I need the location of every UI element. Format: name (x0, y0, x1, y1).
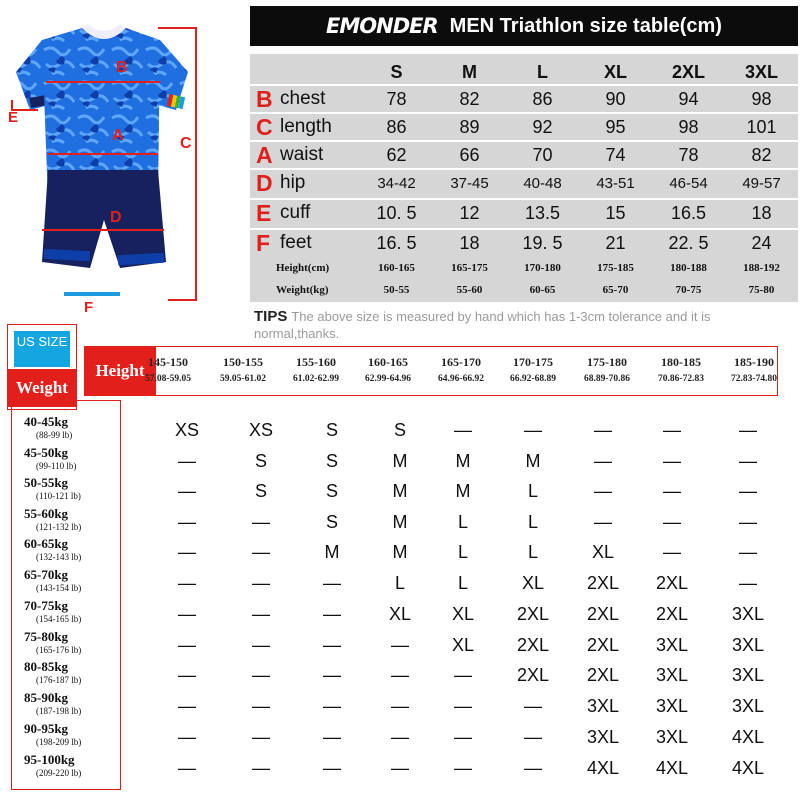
size-cell: 4XL (731, 727, 765, 747)
measure-value: 78 (678, 144, 699, 165)
brand-logo: EMONDER (326, 14, 438, 38)
size-cell: — (663, 451, 681, 471)
weight-value: 70-75 (675, 284, 702, 296)
row-divider (248, 84, 800, 86)
measure-letter: E (256, 199, 272, 226)
size-cell: L (394, 573, 405, 593)
size-cell: 3XL (731, 604, 765, 624)
height-inch: 62.99-64.96 (365, 374, 411, 384)
measure-value: 70 (532, 144, 553, 165)
measure-value: 95 (605, 116, 626, 137)
height-cm: 150-155 (223, 355, 263, 369)
measure-row-3 (250, 170, 798, 196)
measure-name: chest (280, 88, 326, 109)
size-cell: — (178, 696, 196, 716)
size-cell: 3XL (655, 665, 689, 685)
size-cell: — (454, 696, 472, 716)
size-cell: — (594, 481, 612, 501)
size-cell: — (252, 512, 270, 532)
size-cell: — (391, 665, 409, 685)
size-cell: S (325, 512, 338, 532)
measure-name: feet (280, 232, 312, 253)
size-cell: 2XL (586, 635, 620, 655)
size-col: 2XL (671, 61, 705, 82)
measure-name: length (280, 116, 332, 137)
size-cell: 2XL (586, 573, 620, 593)
tips-label: TIPS (254, 308, 288, 325)
measure-row-5 (250, 230, 798, 256)
size-cell: — (739, 420, 757, 440)
weight-lb: (154-165 lb) (36, 614, 82, 624)
size-cell: M (392, 542, 408, 562)
height-value: 160-165 (378, 262, 415, 274)
size-cell: XL (521, 573, 545, 593)
height-value: 180-188 (670, 262, 707, 274)
measure-value: 98 (678, 116, 699, 137)
weight-lb: (143-154 lb) (36, 583, 82, 593)
size-table-header (250, 6, 798, 46)
height-inch: 72.83-74.80 (731, 374, 777, 384)
row-divider (248, 140, 800, 142)
measure-value: 94 (678, 88, 699, 109)
size-cell: — (594, 451, 612, 471)
weight-row (250, 280, 798, 300)
weight-lb: (176-187 lb) (36, 675, 82, 685)
height-value: 175-185 (597, 262, 634, 274)
measure-row-0 (250, 86, 798, 112)
weight-lb: (132-143 lb) (36, 552, 82, 562)
measure-value: 40-48 (523, 174, 562, 192)
measure-value: 22. 5 (668, 232, 709, 253)
size-col: S (390, 61, 403, 82)
size-cell: — (391, 696, 409, 716)
measure-value: 18 (459, 232, 480, 253)
measure-value: 101 (746, 116, 777, 137)
size-cell: — (663, 512, 681, 532)
weight-value: 55-60 (456, 284, 483, 296)
height-inch: 68.89-70.86 (584, 374, 630, 384)
measure-value: 13.5 (524, 202, 561, 223)
height-row-label: Height(cm) (276, 262, 330, 274)
row-divider (248, 228, 800, 230)
size-cell: — (663, 481, 681, 501)
measure-value: 19. 5 (522, 232, 563, 253)
size-cell: — (391, 758, 409, 778)
size-cell: — (178, 573, 196, 593)
measure-letter: F (256, 229, 271, 256)
size-cell: XL (591, 542, 615, 562)
weight-lb: (187-198 lb) (36, 706, 82, 716)
size-cell: L (457, 542, 468, 562)
height-value: 165-175 (451, 262, 488, 274)
measure-value: 16.5 (670, 202, 707, 223)
size-cell: — (178, 758, 196, 778)
size-cell: — (178, 604, 196, 624)
height-inch: 70.86-72.83 (658, 374, 704, 384)
measure-value: 43-51 (596, 174, 635, 192)
size-cell: — (524, 758, 542, 778)
size-col: XL (603, 61, 627, 82)
measure-value: 12 (459, 202, 480, 223)
triathlon-suit-illustration (8, 10, 240, 316)
weight-value: 60-65 (529, 284, 556, 296)
height-inch: 57.08-59.05 (145, 374, 191, 384)
height-inch: 64.96-66.92 (438, 374, 484, 384)
size-cell: 3XL (586, 727, 620, 747)
measure-value: 15 (605, 202, 626, 223)
size-cell: 3XL (731, 665, 765, 685)
height-cm: 180-185 (661, 355, 701, 369)
measure-value: 90 (605, 88, 626, 109)
size-cell: — (739, 512, 757, 532)
weight-lb: (209-220 lb) (36, 768, 82, 778)
size-cell: L (457, 512, 468, 532)
height-row (250, 258, 798, 278)
size-cell: — (252, 758, 270, 778)
measure-value: 10. 5 (376, 202, 417, 223)
size-cell: 3XL (731, 635, 765, 655)
size-cell: 2XL (655, 604, 689, 624)
label-C: C (180, 135, 192, 152)
size-cell: 3XL (655, 727, 689, 747)
size-cell: 4XL (586, 758, 620, 778)
size-cell: L (457, 573, 468, 593)
size-cell: S (393, 420, 406, 440)
size-cell: — (252, 696, 270, 716)
size-cell: 3XL (655, 696, 689, 716)
measure-value: 46-54 (669, 174, 708, 192)
size-cell: — (323, 604, 341, 624)
size-cell: — (524, 727, 542, 747)
size-col: 3XL (744, 61, 778, 82)
size-cell: 3XL (655, 635, 689, 655)
size-cell: M (392, 512, 408, 532)
row-divider (248, 198, 800, 200)
size-cell: XL (451, 604, 475, 624)
label-D: D (110, 209, 122, 226)
weight-header: Weight (7, 369, 77, 407)
size-cell: — (252, 727, 270, 747)
height-cm: 145-150 (148, 355, 188, 369)
size-cell: 2XL (586, 665, 620, 685)
height-value: 170-180 (524, 262, 561, 274)
weight-lb: (110-121 lb) (36, 491, 81, 501)
size-cell: — (178, 665, 196, 685)
size-cell: — (252, 573, 270, 593)
size-cell: 2XL (516, 604, 550, 624)
height-inch: 66.92-68.89 (510, 374, 556, 384)
size-cell: — (454, 420, 472, 440)
measure-value: 86 (386, 116, 407, 137)
weight-lb: (99-110 lb) (36, 461, 77, 471)
weight-kg: 80-85kg (24, 659, 69, 674)
measure-value: 21 (605, 232, 626, 253)
size-cell: S (325, 481, 338, 501)
size-cell: 4XL (655, 758, 689, 778)
height-cm: 160-165 (368, 355, 408, 369)
height-header: Height (84, 346, 156, 396)
size-cell: — (454, 727, 472, 747)
size-cell: — (323, 696, 341, 716)
size-col: M (462, 61, 477, 82)
size-cell: XL (388, 604, 412, 624)
measure-letter: D (256, 169, 273, 196)
measure-name: hip (280, 172, 306, 193)
weight-kg: 50-55kg (24, 475, 69, 490)
label-B: B (116, 59, 128, 76)
measure-value: 34-42 (377, 174, 416, 192)
size-col: L (537, 61, 548, 82)
size-cell: — (178, 635, 196, 655)
size-cell: M (392, 481, 408, 501)
height-cm: 185-190 (734, 355, 774, 369)
label-A: A (112, 127, 124, 144)
size-cell: — (323, 573, 341, 593)
weight-kg: 65-70kg (24, 567, 69, 582)
size-cell: — (252, 542, 270, 562)
height-cm: 170-175 (513, 355, 553, 369)
size-cell: — (323, 758, 341, 778)
weight-lb: (198-209 lb) (36, 737, 82, 747)
size-cell: XS (174, 420, 199, 440)
size-cell: XL (451, 635, 475, 655)
size-cell: M (525, 451, 541, 471)
size-cell: — (252, 604, 270, 624)
measure-name: waist (280, 144, 324, 165)
us-size-label: US SIZE (14, 331, 70, 367)
size-cell: — (739, 573, 757, 593)
size-cell: — (391, 727, 409, 747)
measure-value: 66 (459, 144, 480, 165)
size-table-title: MEN Triathlon size table(cm) (449, 14, 722, 37)
size-header-row (250, 58, 798, 86)
size-cell: — (252, 635, 270, 655)
measure-value: 92 (532, 116, 553, 137)
size-cell: — (323, 635, 341, 655)
measure-value: 24 (751, 232, 772, 253)
weight-kg: 95-100kg (24, 752, 75, 767)
height-cm: 165-170 (441, 355, 481, 369)
measure-value: 16. 5 (376, 232, 417, 253)
size-cell: 3XL (731, 696, 765, 716)
weight-kg: 75-80kg (24, 629, 69, 644)
size-cell: 4XL (731, 758, 765, 778)
measure-value: 82 (459, 88, 480, 109)
weight-row-label: Weight(kg) (276, 284, 329, 296)
size-cell: 2XL (516, 665, 550, 685)
size-cell: — (391, 635, 409, 655)
weight-kg: 60-65kg (24, 536, 69, 551)
size-cell: S (325, 420, 338, 440)
size-cell: — (178, 542, 196, 562)
size-cell: — (663, 542, 681, 562)
size-cell: — (524, 420, 542, 440)
measure-letter: C (256, 113, 273, 140)
size-cell: — (524, 696, 542, 716)
measure-value: 78 (386, 88, 407, 109)
measure-name: cuff (280, 202, 311, 223)
size-cell: S (254, 451, 267, 471)
label-F: F (84, 299, 94, 316)
row-divider (248, 168, 800, 170)
measure-value: 49-57 (742, 174, 781, 192)
size-cell: L (527, 512, 538, 532)
size-cell: M (392, 451, 408, 471)
weight-kg: 70-75kg (24, 598, 69, 613)
weight-kg: 40-45kg (24, 414, 69, 429)
measure-value: 86 (532, 88, 553, 109)
size-cell: — (454, 665, 472, 685)
size-cell: 3XL (586, 696, 620, 716)
weight-kg: 90-95kg (24, 721, 69, 736)
height-value: 188-192 (743, 262, 780, 274)
measure-row-1 (250, 114, 798, 140)
tips-note (254, 308, 794, 342)
us-size-corner (7, 324, 77, 410)
measure-value: 74 (605, 144, 626, 165)
height-cm: 155-160 (296, 355, 336, 369)
size-cell: — (178, 727, 196, 747)
size-measurement-table (250, 54, 798, 302)
size-cell: M (455, 481, 471, 501)
height-inch: 61.02-62.99 (293, 374, 339, 384)
size-cell: — (323, 665, 341, 685)
weight-lb: (121-132 lb) (36, 522, 82, 532)
height-cm: 175-180 (587, 355, 627, 369)
size-cell: — (178, 451, 196, 471)
size-cell: — (252, 665, 270, 685)
weight-value: 75-80 (748, 284, 775, 296)
size-cell: XS (248, 420, 273, 440)
size-cell: — (663, 420, 681, 440)
weight-kg: 45-50kg (24, 445, 69, 460)
measure-row-2 (250, 142, 798, 168)
measure-row-4 (250, 200, 798, 226)
size-cell: L (527, 542, 538, 562)
height-header-row (84, 346, 778, 396)
height-inch: 59.05-61.02 (220, 374, 266, 384)
size-cell: S (325, 451, 338, 471)
weight-kg: 55-60kg (24, 506, 69, 521)
size-cell: — (739, 542, 757, 562)
size-cell: M (324, 542, 340, 562)
size-cell: — (594, 420, 612, 440)
measure-value: 98 (751, 88, 772, 109)
size-cell: L (527, 481, 538, 501)
weight-value: 50-55 (383, 284, 410, 296)
weight-lb: (88-99 lb) (36, 430, 73, 440)
size-cell: — (739, 451, 757, 471)
measure-value: 82 (751, 144, 772, 165)
measure-value: 37-45 (450, 174, 489, 192)
weight-lb: (165-176 lb) (36, 645, 82, 655)
weight-kg: 85-90kg (24, 690, 69, 705)
size-cell: M (455, 451, 471, 471)
row-divider (248, 112, 800, 114)
size-cell: — (323, 727, 341, 747)
size-cell: — (739, 481, 757, 501)
tips-text: The above size is measured by hand which has 1-3cm tolerance and it is normal,thanks. (254, 309, 711, 341)
size-cell: S (254, 481, 267, 501)
label-E: E (8, 109, 19, 126)
size-cell: 2XL (586, 604, 620, 624)
weight-value: 65-70 (602, 284, 629, 296)
size-cell: — (594, 512, 612, 532)
size-cell: — (178, 512, 196, 532)
size-cell: 2XL (655, 573, 689, 593)
measure-letter: B (256, 85, 273, 112)
size-cell: — (454, 758, 472, 778)
measure-value: 62 (386, 144, 407, 165)
size-cell: 2XL (516, 635, 550, 655)
measure-value: 89 (459, 116, 480, 137)
measure-value: 18 (751, 202, 772, 223)
measure-letter: A (256, 141, 273, 168)
size-cell: — (178, 481, 196, 501)
